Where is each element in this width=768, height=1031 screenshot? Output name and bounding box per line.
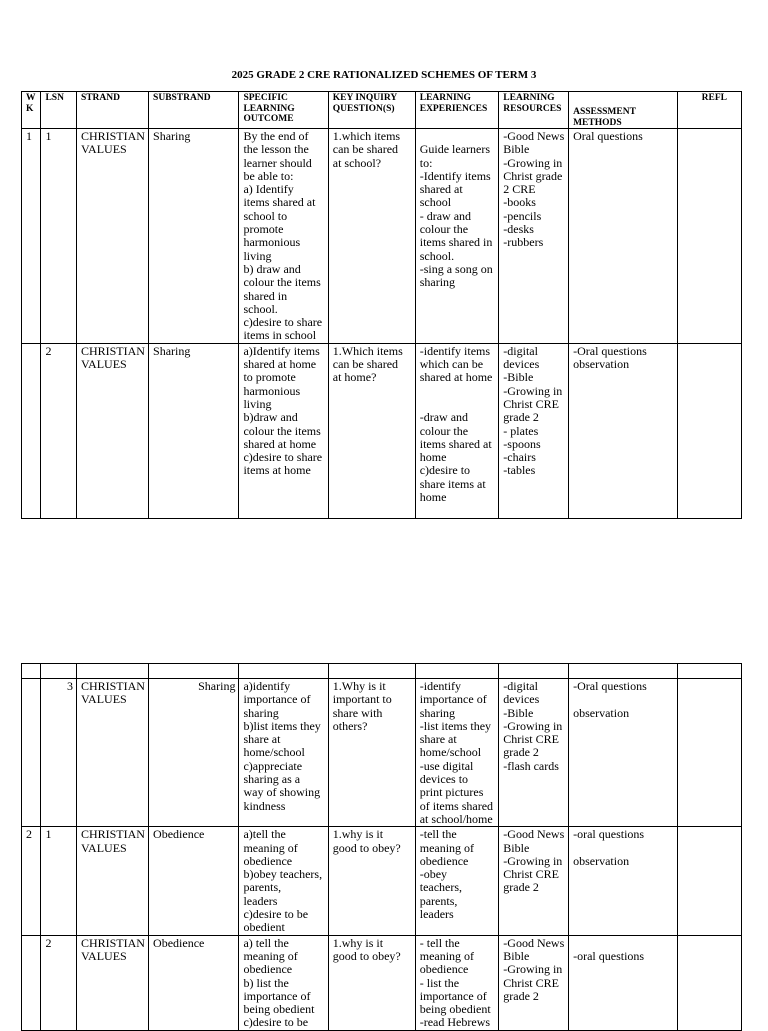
header-specific-learning-outcome: SPECIFIC LEARNING OUTCOME	[239, 92, 328, 129]
cell-strand: CHRISTIAN VALUES	[76, 679, 148, 827]
cell-learning-resources: -digital devices -Bible -Growing in Christ CRE grade 2 -flash cards	[499, 679, 569, 827]
header-lesson: LSN	[41, 92, 76, 129]
cell-specific-learning-outcome: a)Identify items shared at home to promote harmonious living b)draw and colour the items shared at home c)desire to share items at home	[239, 343, 328, 518]
table-row	[22, 343, 742, 518]
cell-strand: CHRISTIAN VALUES	[76, 935, 148, 1030]
header-week: W K	[22, 92, 41, 129]
header-strand: STRAND	[76, 92, 148, 129]
table-row	[22, 129, 742, 344]
cell-assessment-methods: Oral questions	[569, 129, 678, 344]
cell-specific-learning-outcome: By the end of the lesson the learner should be able to: a) Identify items shared at school to promote harmonious living b) draw and colour the items shared in school. c)desire to share items in school	[239, 129, 328, 344]
cell-lesson: 2	[41, 343, 76, 518]
cell-substrand: Obedience	[149, 935, 239, 1030]
cell-reflection	[677, 827, 741, 935]
cell-reflection	[677, 935, 741, 1030]
cell-reflection	[677, 679, 741, 827]
cell-learning-experiences: -identify importance of sharing -list items they share at home/school -use digital devices to print pictures of items shared at school/home	[415, 679, 499, 827]
header-key-inquiry-question: KEY INQUIRY QUESTION(S)	[328, 92, 415, 129]
cell-learning-experiences: - tell the meaning of obedience - list the importance of being obedient -read Hebrews	[415, 935, 499, 1030]
scheme-table-page-2	[21, 663, 742, 1031]
empty-header-row	[22, 664, 742, 679]
header-substrand: SUBSTRAND	[149, 92, 239, 129]
table-row	[22, 679, 742, 827]
cell-learning-resources: -Good News Bible -Growing in Christ grade 2 CRE -books -pencils -desks -rubbers	[499, 129, 569, 344]
cell-assessment-methods: -Oral questions observation	[569, 343, 678, 518]
cell-learning-resources: -digital devices -Bible -Growing in Christ CRE grade 2 - plates -spoons -chairs -tables	[499, 343, 569, 518]
header-learning-resources: LEARNING RESOURCES	[499, 92, 569, 129]
cell-specific-learning-outcome: a)tell the meaning of obedience b)obey teachers, parents, leaders c)desire to be obedient	[239, 827, 328, 935]
cell-strand: CHRISTIAN VALUES	[76, 827, 148, 935]
header-learning-experiences: LEARNING EXPERIENCES	[415, 92, 499, 129]
scheme-table-page-1	[21, 91, 742, 519]
cell-reflection	[677, 343, 741, 518]
header-reflection: REFL	[677, 92, 741, 129]
cell-reflection	[677, 129, 741, 344]
cell-learning-resources: -Good News Bible -Growing in Christ CRE grade 2	[499, 935, 569, 1030]
document-title: 2025 GRADE 2 CRE RATIONALIZED SCHEMES OF TERM 3	[231, 69, 537, 81]
cell-strand: CHRISTIAN VALUES	[76, 343, 148, 518]
cell-learning-resources: -Good News Bible -Growing in Christ CRE grade 2	[499, 827, 569, 935]
cell-lesson: 1	[41, 827, 76, 935]
cell-lesson: 2	[41, 935, 76, 1030]
cell-week	[22, 935, 41, 1030]
cell-key-inquiry-question: 1.which items can be shared at school?	[328, 129, 415, 344]
cell-learning-experiences: -tell the meaning of obedience -obey teachers, parents, leaders	[415, 827, 499, 935]
table-row	[22, 935, 742, 1030]
cell-strand: CHRISTIAN VALUES	[76, 129, 148, 344]
cell-key-inquiry-question: 1.Why is it important to share with others?	[328, 679, 415, 827]
cell-substrand: Obedience	[149, 827, 239, 935]
cell-week: 2	[22, 827, 41, 935]
table-row	[22, 827, 742, 935]
cell-assessment-methods: -Oral questions observation	[569, 679, 678, 827]
cell-key-inquiry-question: 1.why is it good to obey?	[328, 827, 415, 935]
cell-substrand: Sharing	[149, 679, 239, 827]
cell-week: 1	[22, 129, 41, 344]
cell-specific-learning-outcome: a)identify importance of sharing b)list items they share at home/school c)appreciate sharing as a way of showing kindness	[239, 679, 328, 827]
cell-learning-experiences: Guide learners to: -Identify items shared at school - draw and colour the items shared in school. -sing a song on sharing	[415, 129, 499, 344]
table-header-row	[22, 92, 742, 129]
cell-specific-learning-outcome: a) tell the meaning of obedience b) list the importance of being obedient c)desire to be	[239, 935, 328, 1030]
cell-week	[22, 679, 41, 827]
cell-key-inquiry-question: 1.why is it good to obey?	[328, 935, 415, 1030]
cell-substrand: Sharing	[149, 343, 239, 518]
cell-assessment-methods: -oral questions observation	[569, 827, 678, 935]
header-assessment-methods: ASSESSMENT METHODS	[569, 92, 678, 129]
cell-learning-experiences: -identify items which can be shared at home -draw and colour the items shared at home c)desire to share items at home	[415, 343, 499, 518]
cell-lesson: 3	[41, 679, 76, 827]
cell-assessment-methods: -oral questions	[569, 935, 678, 1030]
cell-substrand: Sharing	[149, 129, 239, 344]
cell-key-inquiry-question: 1.Which items can be shared at home?	[328, 343, 415, 518]
cell-lesson: 1	[41, 129, 76, 344]
cell-week	[22, 343, 41, 518]
